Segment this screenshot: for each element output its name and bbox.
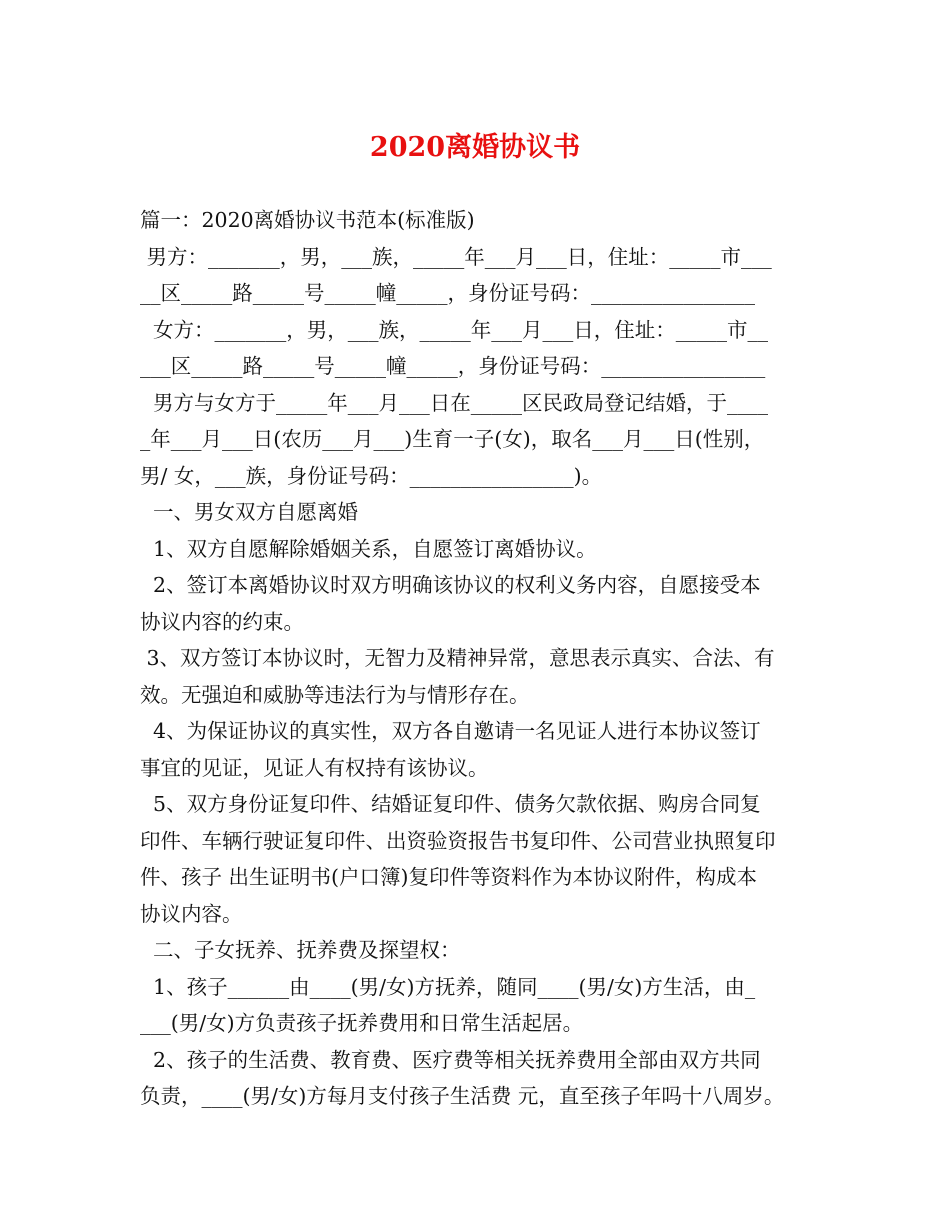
text-line: _年___月___日(农历___月___)生育一子(女)，取名___月___日(性别，	[140, 427, 765, 451]
text-line: 女方：_______，男，___族，_____年___月___日，住址：_____市__	[140, 317, 769, 342]
text-line: 男方与女方于_____年___月___日在_____区民政局登记结婚，于____	[140, 390, 769, 415]
text-line: 印件、车辆行驶证复印件、出资验资报告书复印件、公司营业执照复印	[140, 828, 776, 853]
text-line: 协议内容的约束。	[140, 609, 304, 634]
text-line: ___区_____路_____号_____幢_____，身份证号码：________________	[140, 354, 766, 378]
text-line: 男方：_______，男，___族，_____年___月___日，住址：_____市___	[140, 244, 772, 269]
text-line: 2、签订本离婚协议时双方明确该协议的权利义务内容，自愿接受本	[140, 573, 761, 597]
text-line: 1、孩子______由____(男/女)方抚养，随同____(男/女)方生活，由_	[140, 974, 756, 999]
text-line: 篇一：2020离婚协议书范本(标准版)	[140, 208, 475, 232]
document-body	[140, 202, 830, 1115]
text-line: 二、子女抚养、抚养费及探望权：	[140, 938, 461, 962]
text-line: 件、孩子 出生证明书(户口簿)复印件等资料作为本协议附件，构成本	[140, 865, 758, 889]
text-line: ___(男/女)方负责孩子抚养费用和日常生活起居。	[140, 1011, 584, 1035]
text-line: 负责，____(男/女)方每月支付孩子生活费 元，直至孩子年吗十八周岁。	[140, 1084, 785, 1108]
text-line: 5、双方身份证复印件、结婚证复印件、债务欠款依据、购房合同复	[140, 792, 761, 816]
text-line: 4、为保证协议的真实性，双方各自邀请一名见证人进行本协议签订	[140, 719, 761, 743]
text-line: 协议内容。	[140, 901, 243, 926]
text-line: 3、双方签订本协议时，无智力及精神异常，意思表示真实、合法、有	[140, 646, 775, 670]
text-line: __区_____路_____号_____幢_____，身份证号码：________________	[140, 281, 755, 305]
text-line: 1、双方自愿解除婚姻关系，自愿签订离婚协议。	[140, 536, 597, 561]
text-line: 男/ 女，___族，身份证号码：________________)。	[140, 463, 603, 488]
document-title: 2020离婚协议书	[369, 132, 581, 163]
text-line: 事宜的见证，见证人有权持有该协议。	[140, 755, 489, 780]
text-line: 效。无强迫和威胁等违法行为与情形存在。	[140, 682, 530, 707]
text-line: 2、孩子的生活费、教育费、医疗费等相关抚养费用全部由双方共同	[140, 1047, 761, 1072]
text-line: 一、男女双方自愿离婚	[140, 500, 359, 524]
